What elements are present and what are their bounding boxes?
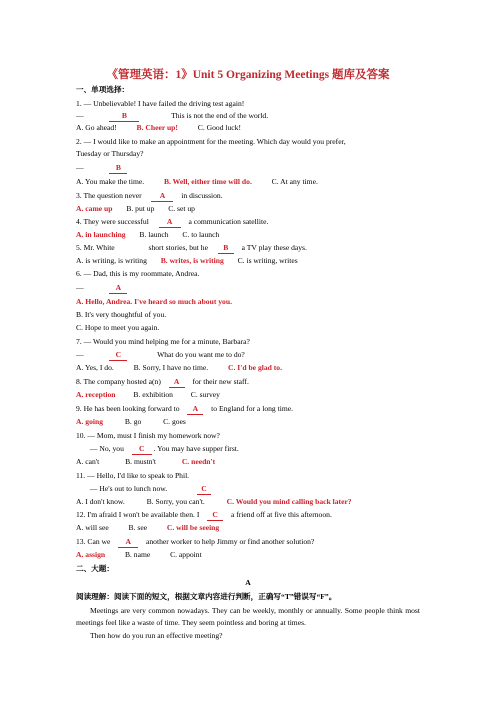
q6-stem: 6. — Dad, this is my roommate, Andrea. — [76, 269, 200, 278]
page-title: 《管理英语：1》Unit 5 Organizing Meetings 题库及答案 — [106, 69, 390, 81]
q12-option-a: A. will see — [76, 523, 109, 532]
q6-response — [76, 282, 127, 294]
q3-answer: A — [151, 190, 173, 202]
q4-option-b: B. launch — [139, 230, 169, 239]
q4-option-c: C. to launch — [182, 230, 220, 239]
q2-option-b: B. Well, either time will do. — [163, 177, 252, 186]
q7-rest: What do you want me to do? — [157, 350, 245, 359]
q10-answer: C — [132, 443, 152, 455]
q6-answer: A — [109, 282, 127, 294]
q4-answer: A — [159, 216, 181, 228]
q12-options — [76, 522, 219, 533]
q4-stem: 4. They were successful A a communication satellite. — [76, 217, 269, 226]
q5-option-b: B. writes, is writing — [160, 256, 224, 265]
q7-response — [76, 349, 245, 361]
q5-option-a: A. is writing, is writing — [76, 256, 147, 265]
q7-stem: 7. — Would you mind helping me for a minute, Barbara? — [76, 337, 250, 346]
section-heading-choice: 一、单项选择： — [76, 85, 130, 94]
q10-option-b: B. mustn't — [125, 457, 157, 466]
q9-options — [76, 416, 186, 427]
q2-option-c: C. At any time. — [271, 177, 318, 186]
q10-option-a: A. can't — [76, 457, 100, 466]
q11-options — [76, 496, 352, 507]
q12-option-b: B. see — [128, 523, 148, 532]
q7-option-c: C. I'd be glad to. — [227, 363, 282, 372]
q11-option-b: B. Sorry, you can't. — [146, 497, 205, 506]
q2-dash: — — [76, 163, 84, 172]
q2-option-a: A. You make the time. — [76, 177, 145, 186]
q2-stem-line1: 2. — I would like to make an appointment for the meeting. Which day would you prefer, — [76, 137, 346, 146]
q10-stem: 10. — Mom, must I finish my homework now? — [76, 431, 220, 440]
q13-stem: 13. Can we A another worker to help Jimmy or find another solution? — [76, 537, 315, 546]
q13-option-c: C. appoint — [170, 550, 202, 559]
q10-option-c: C. needn't — [181, 457, 216, 466]
q5-options — [76, 255, 298, 266]
q9-stem: 9. He has been looking forward to A to England for a long time. — [76, 404, 293, 413]
q8-option-a: A. reception — [76, 390, 116, 399]
q1-options — [76, 122, 241, 133]
q2-response — [76, 162, 127, 174]
q5-answer: B — [218, 242, 234, 254]
q9-option-a: A. going — [76, 417, 104, 426]
q8-options — [76, 389, 220, 400]
q3-option-a: A. came up — [76, 204, 113, 213]
q1-option-a: A. Go ahead! — [76, 123, 117, 132]
q10-response: — No, you C . You may have supper first. — [89, 444, 239, 453]
q3-options — [76, 203, 195, 214]
q2-answer: B — [109, 162, 127, 174]
q9-answer: A — [187, 403, 203, 415]
q6-option-c: C. Hope to meet you again. — [76, 323, 160, 332]
q5-stem: 5. Mr. White short stories, but he B a TV play these days. — [76, 243, 307, 252]
q4-options — [76, 229, 219, 240]
q10-options — [76, 456, 215, 467]
q13-options — [76, 549, 202, 560]
passage-paragraph-2: Then how do you run an effective meeting? — [90, 631, 223, 640]
q8-answer: A — [169, 376, 185, 388]
q1-rest: This is not the end of the world. — [171, 111, 269, 120]
q8-option-c: C. survey — [190, 390, 220, 399]
q7-options — [76, 362, 282, 373]
q1-option-b: B. Cheer up! — [136, 123, 178, 132]
q8-stem: 8. The company hosted a(n) A for their new staff. — [76, 377, 249, 386]
q13-option-b: B. name — [124, 550, 151, 559]
q11-option-c: C. Would you mind calling back later? — [226, 497, 352, 506]
q1-stem: 1. — Unbelievable! I have failed the driving test again! — [76, 99, 245, 108]
q3-option-b: B. put up — [126, 204, 155, 213]
q12-stem: 12. I'm afraid I won't be available then. I C a friend off at five this afternoon. — [76, 510, 332, 519]
reading-instruction: 阅读理解：阅读下面的短文，根据文章内容进行判断，正确写“T”错误写“F”。 — [76, 592, 337, 601]
q3-stem: 3. The question never A in discussion. — [76, 191, 223, 200]
q2-stem-line2: Tuesday or Thursday? — [76, 149, 144, 158]
q7-dash: — — [76, 350, 84, 359]
q6-dash: — — [76, 283, 84, 292]
q11-answer: C — [197, 483, 211, 495]
q12-answer: C — [207, 509, 223, 521]
part-a-heading: A — [245, 578, 251, 587]
q1-response — [76, 110, 268, 122]
q11-stem: 11. — Hello, I'd like to speak to Phil. — [76, 471, 190, 480]
passage-paragraph-1: Meetings are very common nowadays. They can be weekly, monthly or annually. Some people think most meetings feel like a waste of time. They seem pointless and boring at times. — [76, 606, 420, 627]
q4-option-a: A. in launching — [76, 230, 126, 239]
q1-dash: — — [76, 111, 84, 120]
q7-option-a: A. Yes, I do. — [76, 363, 114, 372]
section-heading-main: 二、大题： — [76, 564, 114, 573]
q2-options — [76, 176, 318, 187]
q7-option-b: B. Sorry, I have no time. — [133, 363, 209, 372]
q9-option-b: B. go — [124, 417, 142, 426]
q3-option-c: C. set up — [168, 204, 195, 213]
q8-option-b: B. exhibition — [133, 390, 173, 399]
q1-answer: B — [109, 110, 139, 122]
q11-response: — He's out to lunch now. C — [76, 483, 211, 495]
q9-option-c: C. goes — [163, 417, 186, 426]
q6-option-a: A. Hello, Andrea. I've heard so much about you. — [76, 297, 232, 306]
q11-option-a: A. I don't know. — [76, 497, 125, 506]
q6-option-b: B. It's very thoughtful of you. — [76, 310, 167, 319]
q12-option-c: C. will be seeing — [166, 523, 220, 532]
q13-option-a: A. assign — [76, 550, 106, 559]
q13-answer: A — [118, 536, 138, 548]
q7-answer: C — [109, 349, 127, 361]
q5-option-c: C. is writing, writes — [237, 256, 298, 265]
q1-option-c: C. Good luck! — [197, 123, 241, 132]
